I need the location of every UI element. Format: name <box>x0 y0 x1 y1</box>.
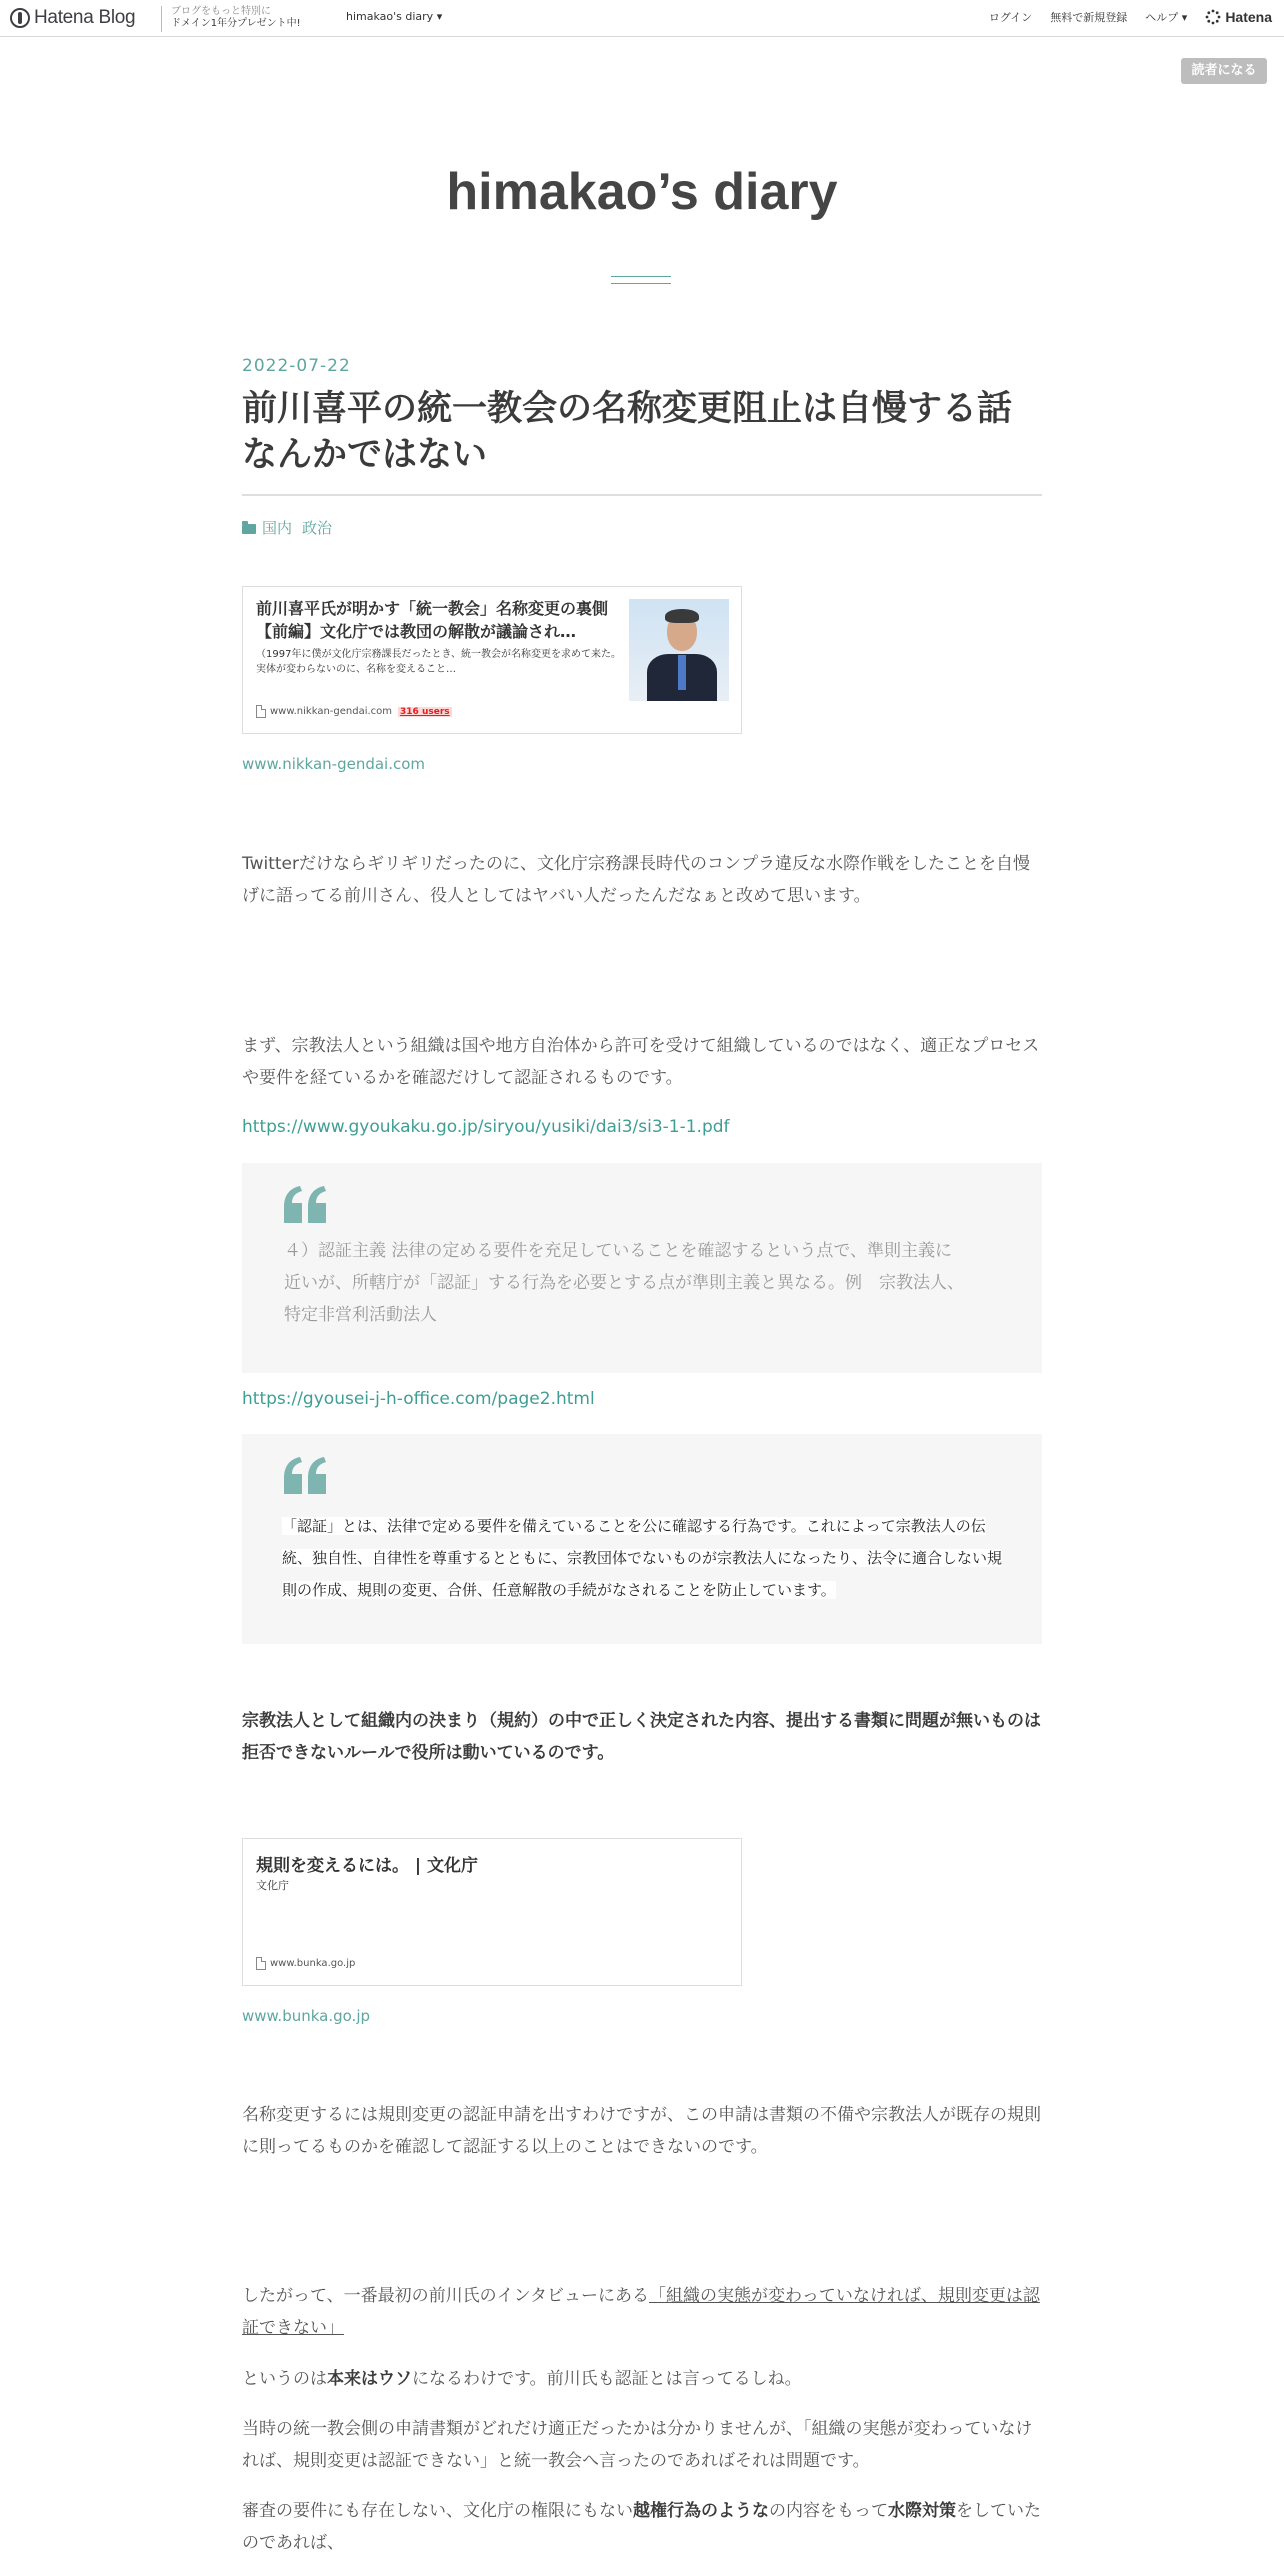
external-link-gyousei[interactable]: https://gyousei-j-h-office.com/page2.html <box>242 1389 595 1409</box>
paragraph: Twitterだけならギリギリだったのに、文化庁宗務課長時代のコンプラ違反な水際作戦をしたことを自慢げに語ってる前川さん、役人としてはヤバい人だったんだなぁと改めて思います。 <box>242 854 1030 906</box>
domain-promo-link[interactable] <box>161 6 301 32</box>
entry-date-link[interactable]: 2022-07-22 <box>242 356 351 376</box>
promo-line1: ブログをもっと特別に <box>171 6 271 17</box>
paragraph: というのは本来はウソになるわけです。前川氏も認証とは言ってるしね。 <box>242 2369 802 2389</box>
category-link-domestic[interactable]: 国内 <box>262 519 293 537</box>
blockquote <box>242 1434 1042 1644</box>
underlined-quote: 「組織の実態が変わっていなければ、規則変更は認証できない」 <box>242 2286 1040 2338</box>
hatena-blog-logo-icon <box>10 8 30 28</box>
header-nav <box>971 9 1272 25</box>
blog-title-link[interactable]: himakao’s diary <box>446 163 838 221</box>
embed-card-footer <box>256 705 452 718</box>
logo-text: Hatena Blog <box>34 7 136 28</box>
embed-card-title[interactable]: 前川喜平氏が明かす「統一教会」名称変更の裏側【前編】文化庁では教団の解散が議論され… <box>256 599 609 641</box>
promo-line2: ドメイン1年分プレゼント中! <box>171 18 301 29</box>
embed-card-domain: www.bunka.go.jp <box>270 1958 356 1969</box>
paragraph: 審査の要件にも存在しない、文化庁の権限にもない越権行為のようなの内容をもって水際対策をしていたのであれば、 <box>242 2501 1041 2553</box>
embed-card-bunka[interactable] <box>242 1838 742 1986</box>
login-link[interactable]: ログイン <box>988 11 1033 24</box>
hatena-brand-link[interactable] <box>1205 9 1272 25</box>
entry-categories <box>242 517 342 538</box>
folder-icon <box>242 524 256 534</box>
signup-link[interactable]: 無料で新規登録 <box>1050 11 1128 24</box>
blockquote-text: 「認証」とは、法律で定める要件を備えていることを公に確認する行為です。これによって宗教法人の伝統、独自性、自律性を尊重するとともに、宗教団体でないものが宗教法人になったり、法令に適合しない規則の作成、規則の変更、合併、任意解散の手続がなされることを防止しています。 <box>282 1517 1003 1599</box>
paragraph: 名称変更するには規則変更の認証申請を出すわけですが、この申請は書類の不備や宗教法人が既存の規則に則ってるものかを確認して認証する以上のことはできないのです。 <box>242 2105 1041 2157</box>
bold-text: 水際対策 <box>888 2501 956 2521</box>
help-dropdown[interactable]: ヘルプ ▾ <box>1145 11 1188 24</box>
global-header <box>0 0 1284 37</box>
hatena-brand-text: Hatena <box>1225 9 1272 25</box>
paragraph: 当時の統一教会側の申請書類がどれだけ適正だったかは分かりませんが、「組織の実態が変わっていなければ、規則変更は認証できない」と統一教会へ言ったのであればそれは問題です。 <box>242 2419 1033 2471</box>
bookmark-users-badge[interactable]: 316 users <box>400 706 450 717</box>
blockquote <box>242 1163 1042 1373</box>
embed-card-description: （1997年に僕が文化庁宗務課長だったとき、統一教会が名称変更を求めて来た。実体が変わらないのに、名称を変えること… <box>256 649 622 675</box>
category-link-politics[interactable]: 政治 <box>302 519 333 537</box>
document-icon <box>256 705 266 718</box>
embed-card-site-name: 文化庁 <box>256 1879 289 1892</box>
embed-card-title[interactable]: 規則を変えるには。 | 文化庁 <box>256 1856 479 1876</box>
embed-source-link[interactable]: www.nikkan-gendai.com <box>242 755 426 773</box>
bold-text: 越権行為のような <box>633 2501 769 2521</box>
paragraph: まず、宗教法人という組織は国や地方自治体から許可を受けて組織しているのではなく、適正なプロセスや要件を経ているかを確認だけして認証されるものです。 <box>242 1036 1040 1088</box>
embed-card-domain: www.nikkan-gendai.com <box>270 706 393 717</box>
title-divider <box>611 276 671 284</box>
blockquote-text: ４）認証主義 法律の定める要件を充足していることを確認するという点で、準則主義に近いが、所轄庁が「認証」する行為を必要とする点が準則主義と異なる。例 宗教法人、特定非営利活動法人 <box>284 1241 964 1325</box>
subscribe-button[interactable]: 読者になる <box>1181 58 1267 84</box>
entry-title-link[interactable]: 前川喜平の統一教会の名称変更阻止は自慢する話なんかではない <box>242 389 1013 475</box>
blog-menu-dropdown[interactable]: himakao's diary ▾ <box>346 10 443 23</box>
embed-card-thumbnail <box>629 599 729 701</box>
title-rule <box>242 494 1042 496</box>
embed-card-footer <box>256 1957 355 1970</box>
bold-text: 本来はウソ <box>327 2369 412 2389</box>
hatena-dots-icon <box>1205 9 1221 25</box>
external-link-gyoukaku[interactable]: https://www.gyoukaku.go.jp/siryou/yusiki/dai3/si3-1-1.pdf <box>242 1117 730 1137</box>
hatena-blog-logo[interactable] <box>10 7 135 29</box>
embed-card-nikkan-gendai[interactable] <box>242 586 742 734</box>
paragraph: したがって、一番最初の前川氏のインタビューにある「組織の実態が変わっていなければ、規則変更は認証できない」 <box>242 2286 1040 2338</box>
quote-icon <box>282 1185 330 1225</box>
embed-source-link[interactable]: www.bunka.go.jp <box>242 2007 371 2025</box>
bold-paragraph: 宗教法人として組織内の決まり（規約）の中で正しく決定された内容、提出する書類に問題が無いものは拒否できないルールで役所は動いているのです。 <box>242 1711 1041 1763</box>
quote-icon <box>282 1456 330 1496</box>
document-icon <box>256 1957 266 1970</box>
